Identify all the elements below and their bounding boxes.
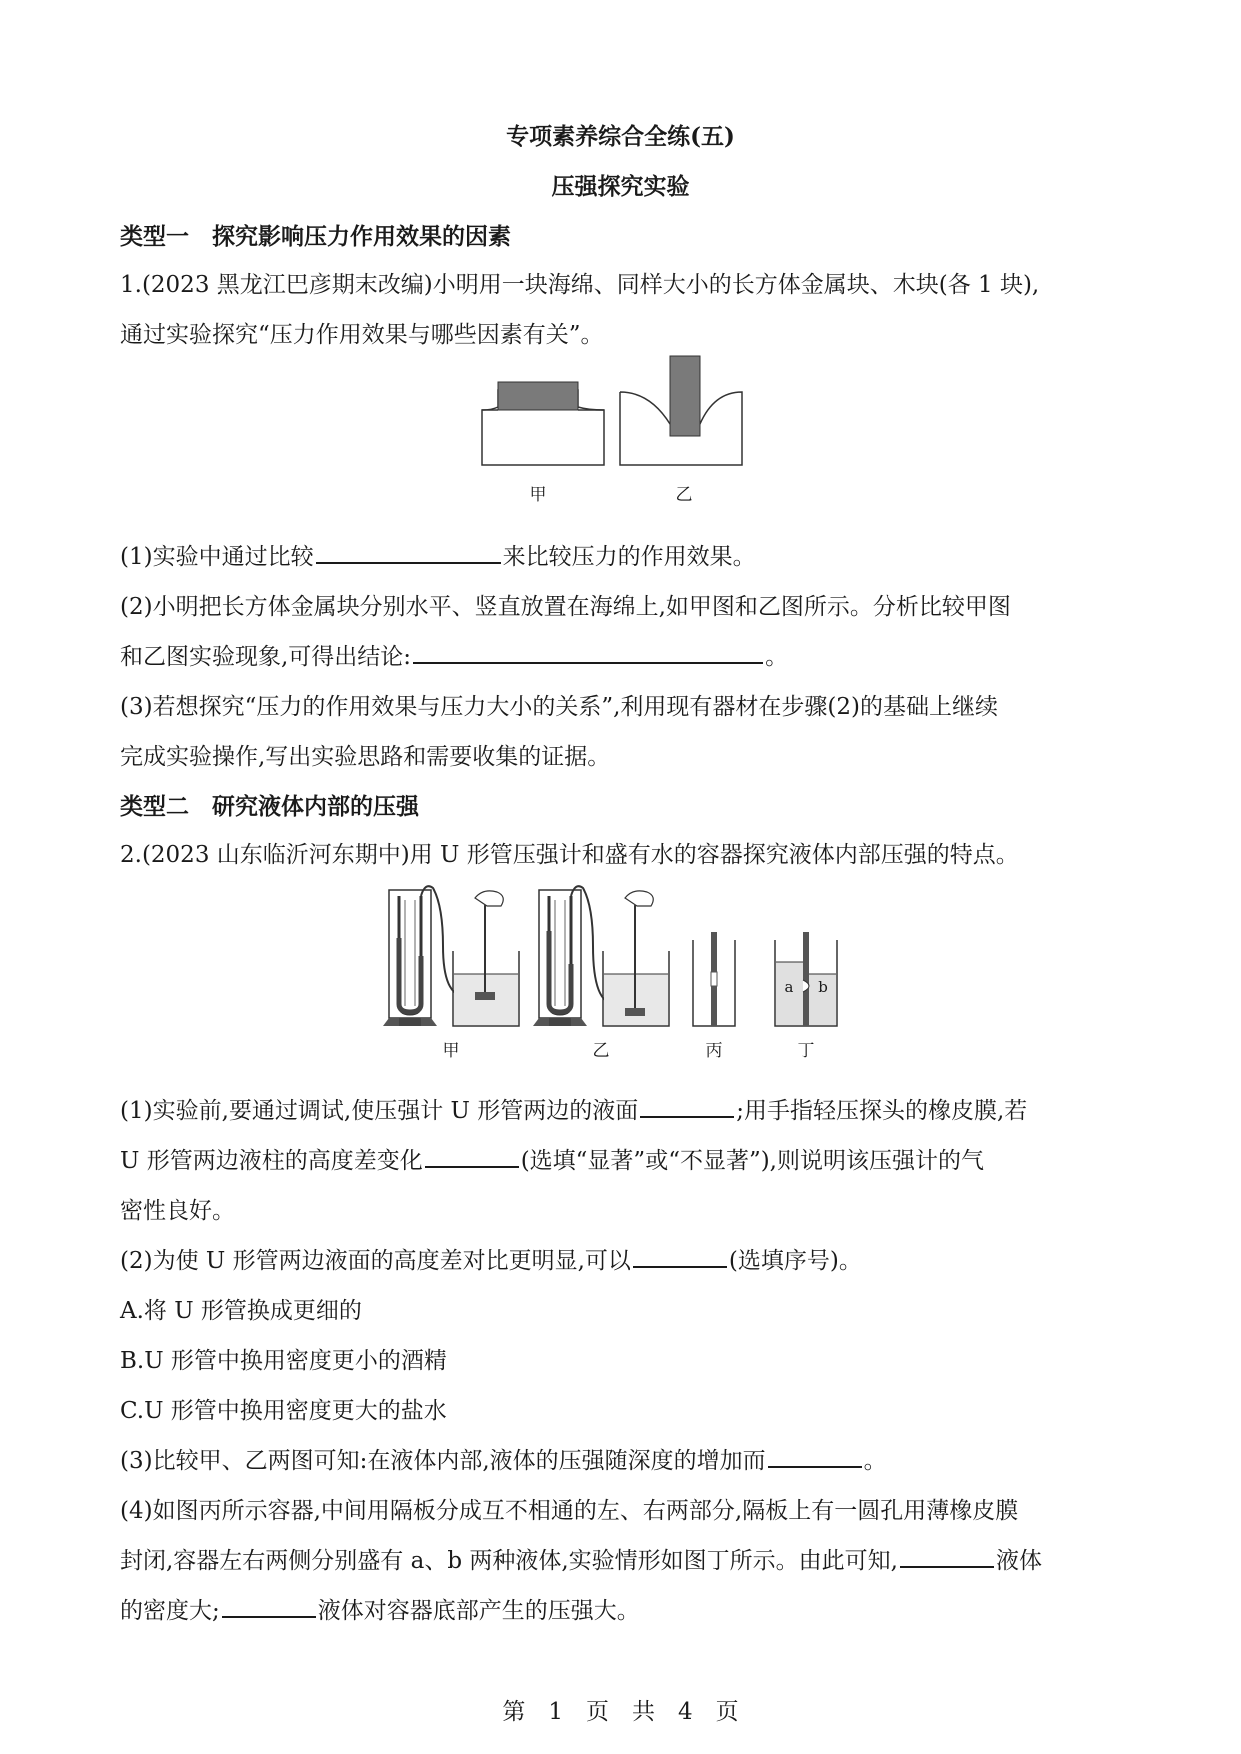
q2-part2 [120, 1242, 862, 1275]
q2-part1-line3: 密性良好。 [120, 1198, 235, 1224]
answer-blank-q2-4a[interactable] [900, 1543, 994, 1568]
q1-part2-text-a: 和乙图实验现象,可得出结论: [120, 644, 412, 670]
q1-intro-line1: 1.(2023 黑龙江巴彦期末改编)小明用一块海绵、同样大小的长方体金属块、木块(各 1 块), [120, 272, 1040, 298]
q2-part2-text-b: (选填序号)。 [728, 1248, 862, 1274]
fig2-label-a: 甲 [442, 1041, 460, 1061]
q2-part1-text-d: (选填“显著”或“不显著”),则说明该压强计的气 [520, 1148, 984, 1174]
q1-intro-line2: 通过实验探究“压力作用效果与哪些因素有关”。 [120, 322, 604, 348]
option-c: C.U 形管中换用密度更大的盐水 [120, 1398, 447, 1424]
q2-part4-text-a: 封闭,容器左右两侧分别盛有 a、b 两种液体,实验情形如图丁所示。由此可知, [120, 1548, 898, 1574]
q1-part3-line2: 完成实验操作,写出实验思路和需要收集的证据。 [120, 744, 611, 770]
gauge-a [383, 886, 519, 1026]
page-subtitle: 压强探究实验 [551, 173, 690, 200]
q1-part1-text-a: (1)实验中通过比较 [120, 544, 314, 570]
answer-blank-q1-1[interactable] [316, 539, 501, 564]
fig2-label-b: 乙 [592, 1041, 610, 1061]
answer-blank-q2-1b[interactable] [425, 1143, 519, 1168]
fig2-label-c: 丙 [705, 1041, 723, 1061]
answer-blank-q1-2[interactable] [413, 639, 763, 664]
q2-part1-line1 [120, 1092, 1027, 1125]
liquid-a-label: a [784, 978, 794, 996]
q1-part1-text-b: 来比较压力的作用效果。 [502, 544, 756, 570]
option-a: A.将 U 形管换成更细的 [120, 1298, 362, 1324]
q2-part1-text-a: (1)实验前,要通过调试,使压强计 U 形管两边的液面 [120, 1098, 639, 1124]
liquid-b-label: b [818, 978, 828, 996]
page-footer: 第 1 页 共 4 页 [502, 1699, 739, 1725]
section-heading-2: 类型二 研究液体内部的压强 [120, 793, 419, 820]
q2-part1-text-c: U 形管两边液柱的高度差变化 [120, 1148, 423, 1174]
q2-part3-text-a: (3)比较甲、乙两图可知:在液体内部,液体的压强随深度的增加而 [120, 1448, 766, 1474]
fig1-label-a: 甲 [529, 485, 547, 505]
fig2-label-d: 丁 [797, 1041, 815, 1061]
q2-part4-line1: (4)如图丙所示容器,中间用隔板分成互不相通的左、右两部分,隔板上有一圆孔用薄橡皮膜 [120, 1498, 1019, 1524]
q1-part3-line1: (3)若想探究“压力的作用效果与压力大小的关系”,利用现有器材在步骤(2)的基础上继续 [120, 694, 998, 720]
container-d [775, 932, 837, 1026]
option-b: B.U 形管中换用密度更小的酒精 [120, 1348, 447, 1374]
figure-pressure-gauge [375, 876, 875, 1061]
q2-intro: 2.(2023 山东临沂河东期中)用 U 形管压强计和盛有水的容器探究液体内部压强的特点。 [120, 842, 1019, 868]
q2-part3-text-b: 。 [863, 1448, 887, 1474]
q1-part2-text-b: 。 [765, 644, 789, 670]
answer-blank-q2-4b[interactable] [222, 1593, 316, 1618]
section-heading-1: 类型一 探究影响压力作用效果的因素 [120, 223, 511, 250]
answer-blank-q2-1a[interactable] [640, 1093, 734, 1118]
q2-part4-line2 [120, 1542, 1042, 1575]
q2-part1-line2 [120, 1142, 984, 1175]
answer-blank-q2-3[interactable] [768, 1443, 862, 1468]
q1-part2-line2 [120, 638, 788, 671]
q2-part2-text-a: (2)为使 U 形管两边液面的高度差对比更明显,可以 [120, 1248, 631, 1274]
fig1-label-b: 乙 [675, 485, 693, 505]
q2-part4-text-c: 的密度大; [120, 1598, 220, 1624]
q2-part4-text-d: 液体对容器底部产生的压强大。 [317, 1598, 640, 1624]
page-title: 专项素养综合全练(五) [506, 123, 735, 150]
q1-part2-line1: (2)小明把长方体金属块分别水平、竖直放置在海绵上,如甲图和乙图所示。分析比较甲图 [120, 594, 1011, 620]
container-c [693, 932, 735, 1026]
q2-part4-text-b: 液体 [996, 1548, 1042, 1574]
q1-part1 [120, 538, 756, 571]
gauge-b [533, 886, 669, 1026]
answer-blank-q2-2[interactable] [633, 1243, 727, 1268]
q2-part4-line3 [120, 1592, 640, 1625]
figure-sponge-blocks [478, 352, 758, 507]
q2-part1-text-b: ;用手指轻压探头的橡皮膜,若 [736, 1098, 1028, 1124]
q2-part3 [120, 1442, 887, 1475]
